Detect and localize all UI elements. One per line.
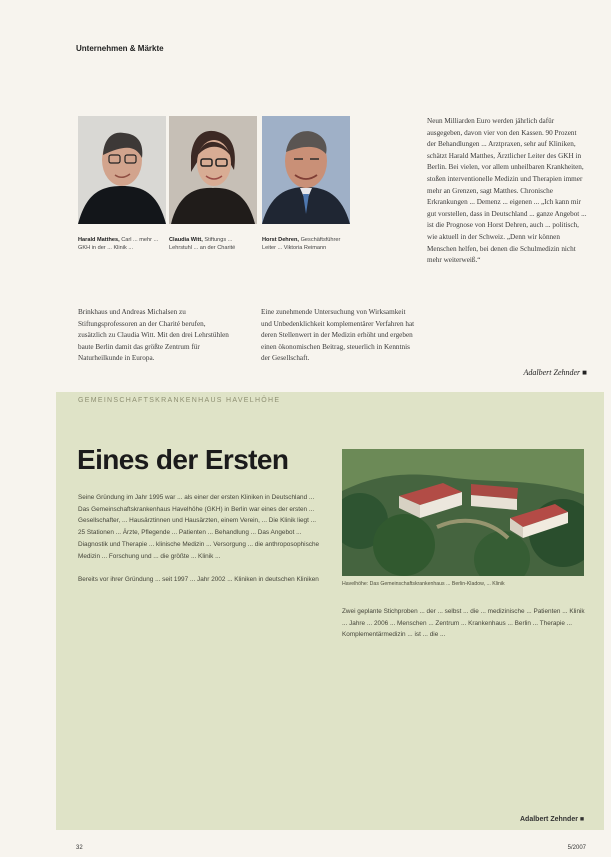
caption-claudia-witt: Claudia Witt, Stiftungs ... Lehrstuhl ... an der Charité bbox=[169, 237, 236, 252]
sidebar-text-left: Seine Gründung im Jahr 1995 war ... als einer der ersten Kliniken in Deutschland ... Das Gemeinschaftskrankenhaus Havelhöhe (GKH) in Berlin war eines der ersten ... Gesellschafter, ... Hausärztinnen und Hausärzten, einem Verein, ... Die Klinik liegt ... 25 Stationen ... Ärzte, Pflegende ... Patienten ... Behandlung ... Das Angebot ... Diagnostik und Therapie ... klinische Medizin ... Versorgung ... die anthroposophische Medizin ... Forschung und ... die größte ... Klinik ... Bereits vor ihrer Gründung ... seit 1997 ... Jahr 2002 ... Kliniken in deutschen Kliniken bbox=[78, 494, 320, 583]
portrait-icon bbox=[78, 116, 166, 224]
article-column-left: Brinkhaus und Andreas Michalsen zu Stiftungsprofessoren an der Charité berufen, zusätzlich zu Claudia Witt. Mit den drei Lehrstühlen baute Berlin damit das größte Zentrum für Naturheilkunde in Europa. bbox=[78, 308, 229, 363]
photo-credit bbox=[591, 220, 599, 370]
article-column-middle: Eine zunehmende Untersuchung von Wirksamkeit und Unbedenklichkeit komplementärer Verfahren hat deren Stellenwert in der Medizin erhöht und ergeben einen ökonomischen Beitrag, steuerlich in Kenntnis der Gesellschaft. bbox=[261, 308, 415, 363]
page-number: 32 bbox=[76, 845, 83, 851]
sidebar-author: Adalbert Zehnder ■ bbox=[520, 816, 585, 823]
sidebar-headline: Eines der Ersten bbox=[77, 444, 289, 475]
caption-horst-dehren: Horst Dehren, Geschäftsführer Leiter ... Viktoria Reimann bbox=[262, 237, 341, 252]
portrait-photo-claudia-witt bbox=[169, 116, 257, 224]
hospital-aerial-photo bbox=[342, 449, 584, 576]
portrait-photo-horst-dehren bbox=[262, 116, 350, 224]
sidebar-text-right: Zwei geplante Stichproben ... der ... selbst ... die ... medizinische ... Patienten ... Klinik ... Jahre ... 2006 ... Menschen ... Zentrum ... Krankenhaus ... Berlin ... Therapie ... Komplementärmedizin ... ist ... die ... bbox=[342, 608, 585, 639]
portrait-icon bbox=[169, 116, 257, 224]
portrait-photo-harald-matthes bbox=[78, 116, 166, 224]
article-column-right: Neun Milliarden Euro werden jährlich dafür ausgegeben, davon vier von den Kassen. 90 Prozent der Behandlungen ... Arztpraxen, sehr auf Kliniken, schätzt Harald Matthes, Ärztlicher Leiter des GKH in Berlin. Bei vielen, vor allem unheilbaren Krankheiten, stoßen interventionelle Medizin und Therapien immer mehr an Grenzen, sagt Matthes. Chronische Erkrankungen ... Demenz ... eigenen ... „Ich kann mir gut vorstellen, dass in Deutschland ... ganze Angebot ... ist die Prognose von Horst Dehren, auch ... politisch, wie aktuell in der Schweiz. „Denn wir können Menschen helfen, bei denen die Schulmedizin nicht mehr weiterweiß.“ bbox=[427, 117, 587, 265]
hospital-image-icon bbox=[342, 449, 584, 576]
portrait-icon bbox=[262, 116, 350, 224]
article-author: Adalbert Zehnder ■ bbox=[523, 368, 587, 377]
sidebar-kicker: GEMEINSCHAFTSKRANKENHAUS HAVELHÖHE bbox=[78, 397, 281, 404]
issue-number: 5/2007 bbox=[567, 845, 586, 851]
hospital-photo-caption: Havelhöhe: Das Gemeinschaftskrankenhaus ... Berlin-Kladow, ... Klinik bbox=[342, 581, 505, 587]
caption-harald-matthes: Harald Matthes, Carl ... mehr ... GKH in der ... Klinik ... bbox=[78, 237, 159, 252]
section-title: Unternehmen & Märkte bbox=[76, 44, 164, 53]
